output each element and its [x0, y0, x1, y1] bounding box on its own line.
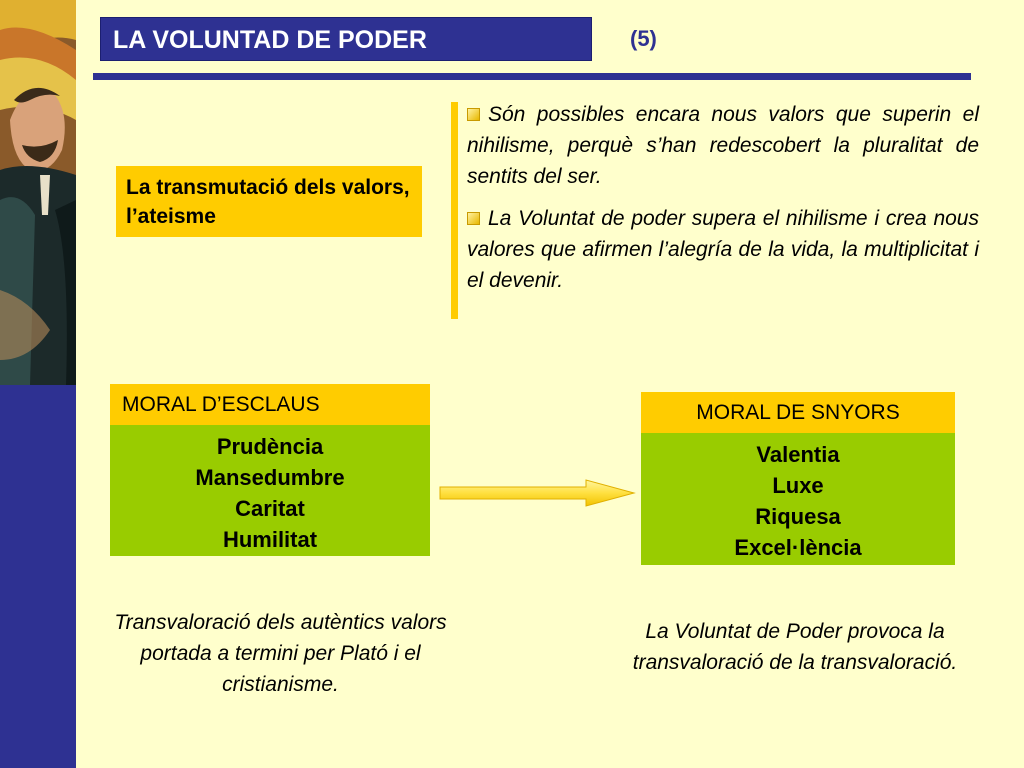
value-item: Mansedumbre	[195, 465, 345, 490]
value-item: Luxe	[772, 473, 824, 498]
bullet-accent-bar	[451, 102, 458, 319]
bullet-item	[467, 203, 979, 296]
value-item: Caritat	[235, 496, 305, 521]
value-item: Valentia	[756, 442, 840, 467]
master-morality-caption: La Voluntat de Poder provoca la transvaloració de la transvaloració.	[632, 620, 958, 674]
subject-label: La transmutació dels valors, l’ateisme	[116, 166, 422, 237]
slave-morality-title: MORAL D’ESCLAUS	[110, 384, 430, 426]
transition-arrow-icon	[438, 478, 638, 508]
value-item: Humilitat	[222, 527, 318, 552]
slide-number: (5)	[630, 26, 657, 51]
square-bullet-icon	[467, 212, 480, 225]
slide-title: LA VOLUNTAD DE PODER	[100, 17, 592, 61]
slave-morality-caption: Transvaloració dels autèntics valors portada a termini per Plató i el cristianisme.	[114, 611, 447, 696]
bullet-text: La Voluntat de poder supera el nihilisme i crea nous valores que afirmen l’alegría de la vida, la multiplicitat i el devenir.	[467, 207, 979, 292]
title-divider	[93, 73, 971, 80]
master-morality-title: MORAL DE SNYORS	[641, 392, 955, 434]
bullet-list	[467, 99, 979, 307]
value-item: Excel·lència	[734, 535, 862, 560]
value-item: Riquesa	[755, 504, 841, 529]
master-morality-values	[641, 433, 955, 565]
bullet-item	[467, 99, 979, 192]
value-item: Prudència	[216, 434, 324, 459]
slave-morality-values	[110, 425, 430, 556]
portrait-painting	[0, 0, 76, 385]
bullet-text: Són possibles encara nous valors que superin el nihilisme, perquè s’han redescobert la pluralitat de sentits del ser.	[467, 103, 979, 188]
square-bullet-icon	[467, 108, 480, 121]
